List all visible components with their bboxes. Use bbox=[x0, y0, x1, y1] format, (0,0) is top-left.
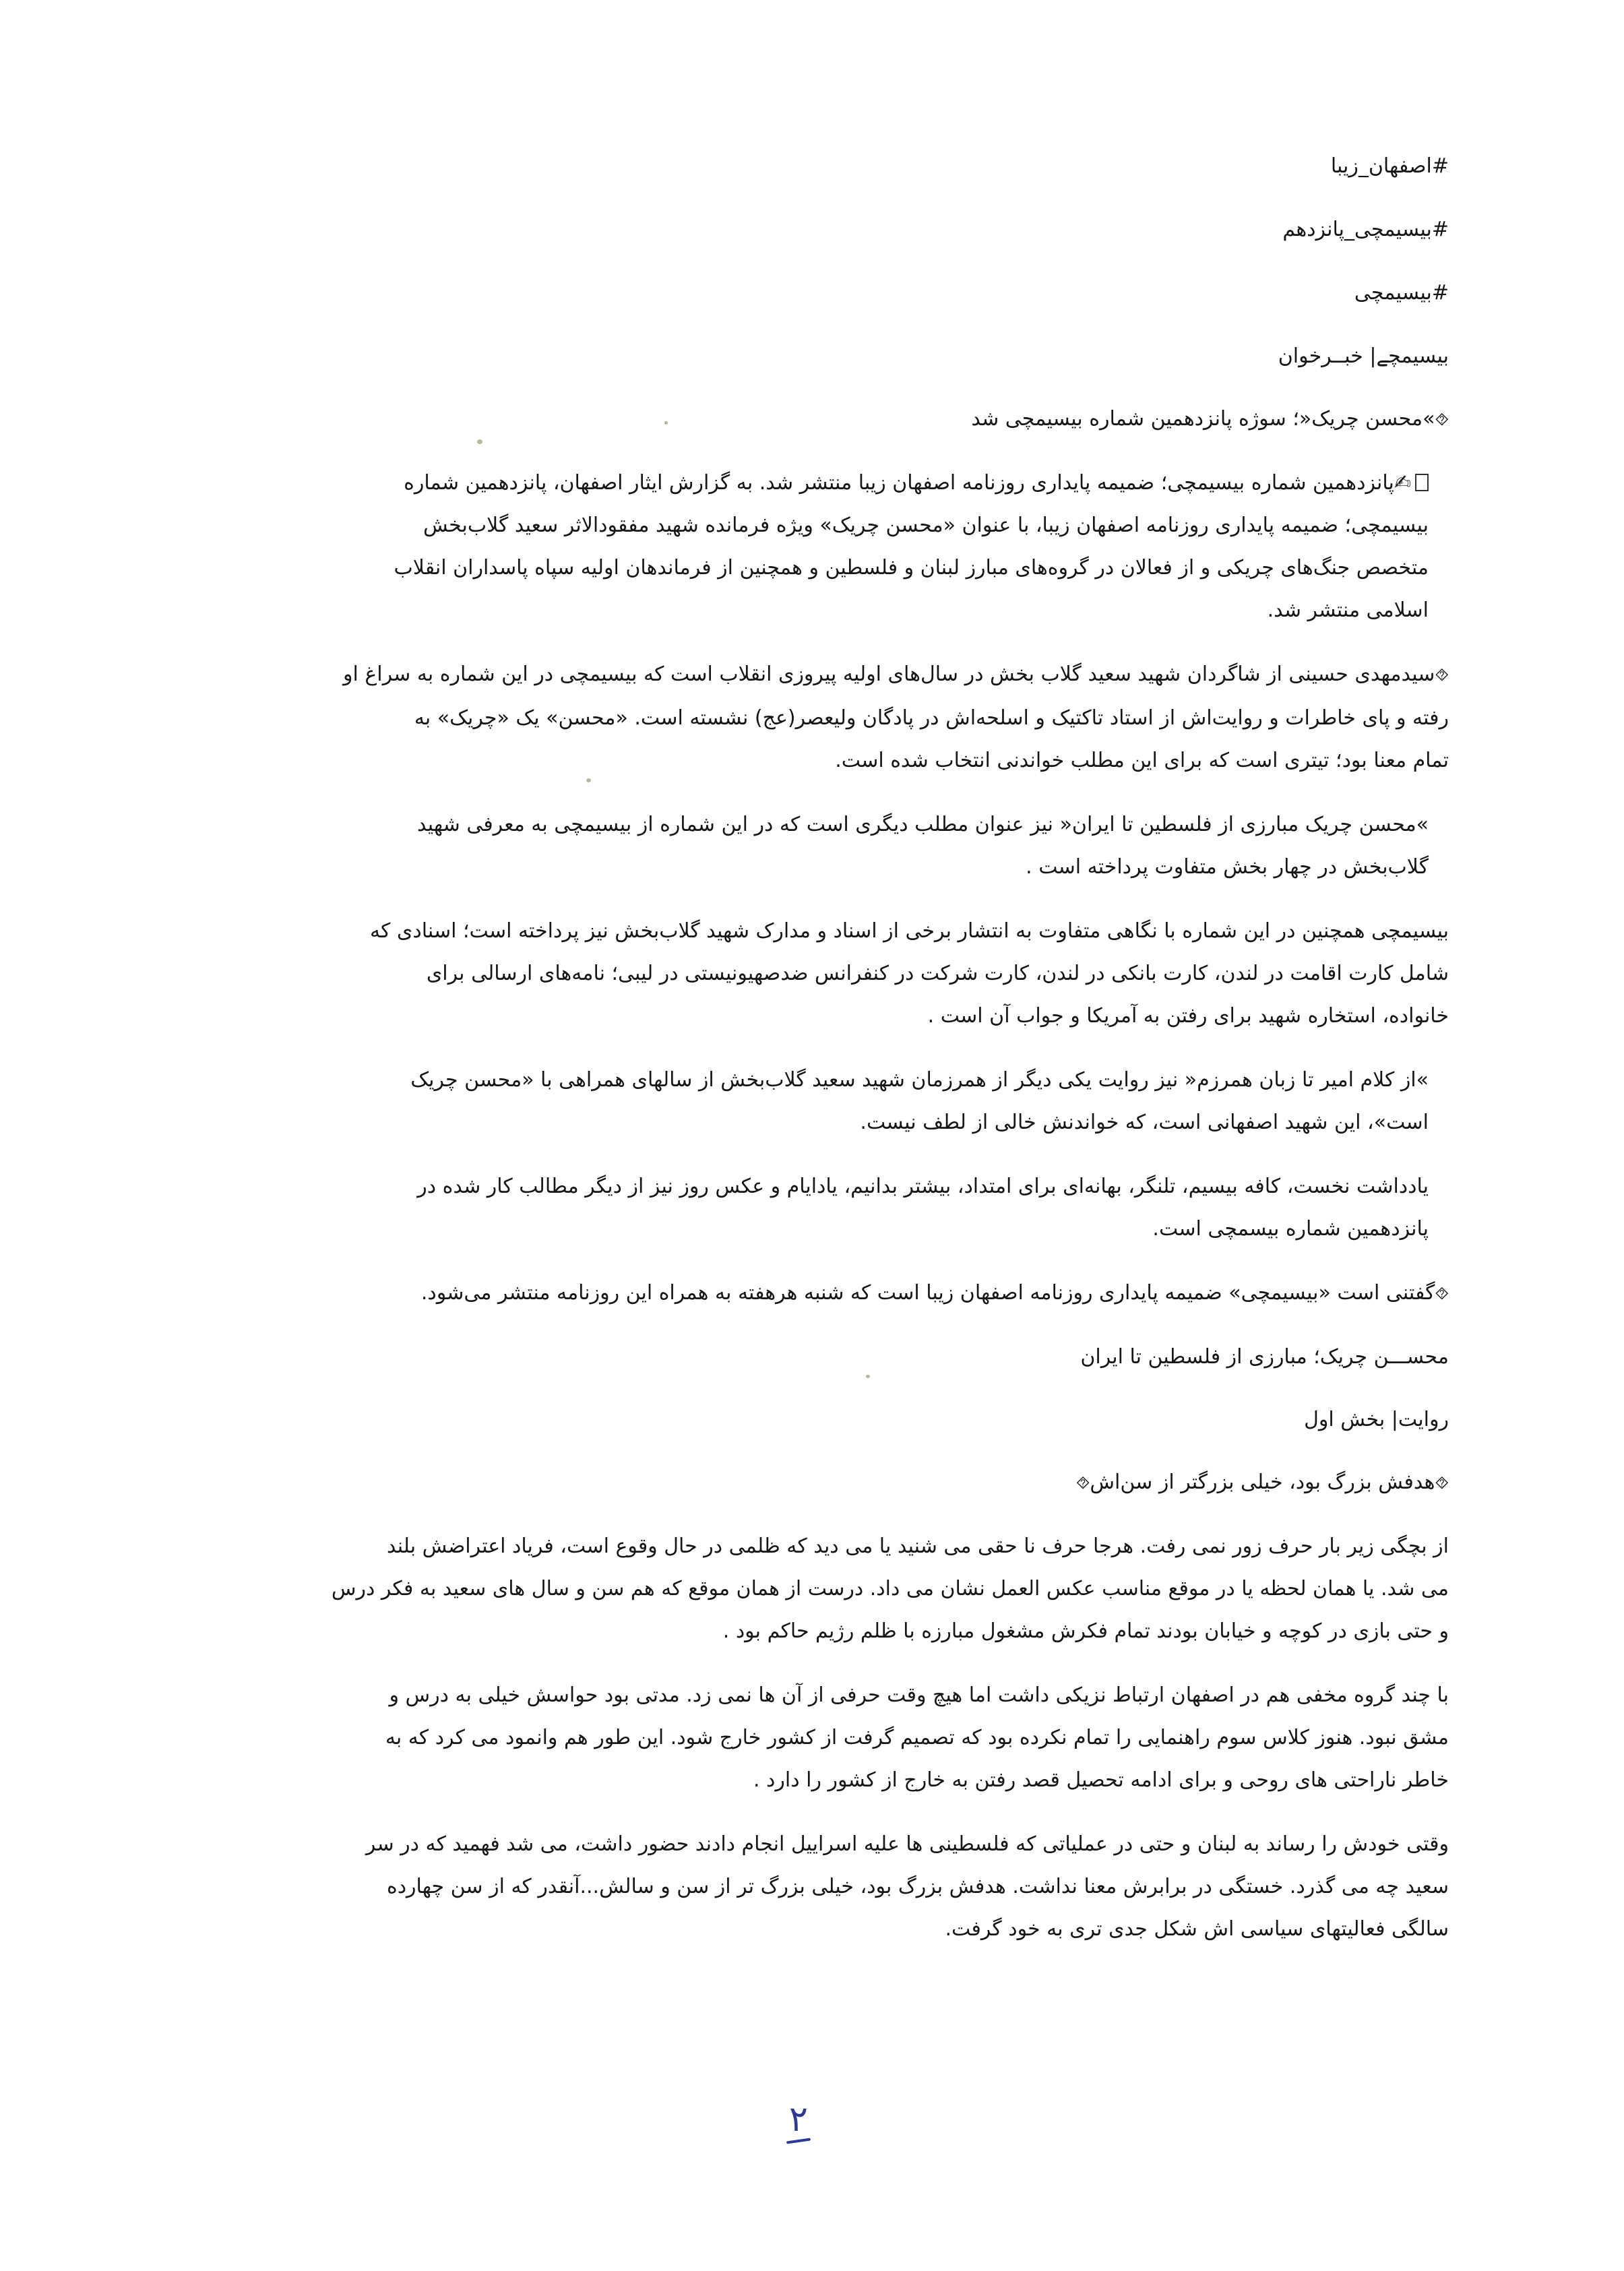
unknown-glyph-icon: ⯑ bbox=[1435, 665, 1449, 685]
part-label: روایت| بخش اول bbox=[1304, 1408, 1449, 1431]
source-line: بیسیمچے| خبــرخوان bbox=[1278, 344, 1449, 368]
text-line: »از کلام امیر تا زبان همرزم« نیز روایت یکی دیگر از همرزمان شهید سعید گلاب‌بخش از سالهای همراهی با «محسن چریک bbox=[410, 1068, 1429, 1092]
text-line: خاطر ناراحتی های روحی و برای ادامه تحصیل قصد رفتن به خارج از کشور را دارد . bbox=[753, 1768, 1449, 1792]
text-line: یادداشت نخست، کافه بیسیم، تلنگر، بهانه‌ای برای امتداد، بیشتر بدانیم، یادایام و عکس روز نیز از دیگر مطالب کار شده در bbox=[417, 1175, 1429, 1198]
headline-text: »محسن چریک«؛ سوژه پانزدهمین شماره بیسیمچی شد bbox=[971, 407, 1435, 431]
text-line: و حتی بازی در کوچه و خیابان بودند تمام فکرش مشغول مبارزه با ظلم رژیم حاکم بود . bbox=[722, 1619, 1449, 1643]
text-line: از بچگی زیر بار حرف زور نمی رفت. هرجا حرف نا حقی می شنید یا می دید که ظلمی در حال وقوع است، فریاد اعتراضش بلند bbox=[386, 1534, 1449, 1558]
text-line: بیسیمچی همچنین در این شماره با نگاهی متفاوت به انتشار برخی از اسناد و مدارک شهید گلاب‌بخش نیز پرداخته است؛ اسنادی که bbox=[370, 919, 1449, 943]
palestine-paragraph bbox=[94, 803, 1449, 888]
documents-paragraph bbox=[94, 910, 1449, 1037]
hashtag: #بیسیمچی bbox=[1354, 281, 1449, 305]
text-line: خانواده، استخاره شهید برای رفتن به آمریکا و جواب آن است . bbox=[927, 1004, 1449, 1028]
text-line: ⯑سیدمهدی حسینی از شاگردان شهید سعید گلاب بخش در سال‌های اولیه پیروزی انقلاب است که بیسیمچی در این شماره به سراغ او bbox=[343, 662, 1449, 686]
weekly-note: ⯑گفتنی است «بیسیمچی» ضمیمه پایداری روزنامه اصفهان زیبا است که شنبه هرهفته به همراه این روزنامه منتشر می‌شود. bbox=[420, 1281, 1449, 1305]
unknown-glyph-icon: ⯑ bbox=[1435, 410, 1449, 430]
text-line: می شد. یا همان لحظه یا در موقع مناسب عکس العمل نشان می داد. درست از همان موقع که هم سن و سال های سعید به فکر درس bbox=[331, 1577, 1449, 1600]
text-line: رفته و پای خاطرات و روایت‌اش از استاد تاکتیک و اسلحه‌اش در پادگان ولیعصر(عج) نشسته است. «محسن» یک «چریک» به bbox=[414, 706, 1449, 730]
page-number-text: ۲ bbox=[789, 2099, 808, 2140]
text-line: سالگی فعالیتهای سیاسی اش شکل جدی تری به خود گرفت. bbox=[945, 1917, 1449, 1941]
document-body bbox=[94, 145, 1449, 1972]
text-line: با چند گروه مخفی هم در اصفهان ارتباط نزیکی داشت اما هیچ وقت حرفی از آن ها نمی زد. مدتی بود حواسش خیلی به درس و bbox=[389, 1683, 1449, 1707]
text-line: متخصص جنگ‌های چریکی و از فعالان در گروه‌های مبارز لبنان و فلسطین و همچنین از فرماندهان اولیه سپاه پاسداران انقلاب bbox=[394, 556, 1429, 580]
lebanon-paragraph bbox=[94, 1823, 1449, 1950]
group-paragraph bbox=[94, 1674, 1449, 1801]
text-line: »محسن چریک مبارزی از فلسطین تا ایران« نیز عنوان مطلب دیگری است که در این شماره از بیسیمچی به معرفی شهید bbox=[417, 813, 1429, 836]
text-line: پانزدهمین شماره بیسمچی است. bbox=[1152, 1217, 1429, 1241]
text-line: گلاب‌بخش در چهار بخش متفاوت پرداخته است . bbox=[1026, 855, 1429, 879]
intro-paragraph bbox=[94, 462, 1449, 631]
text-line: بیسیمچی؛ ضمیمه پایداری روزنامه اصفهان زیبا، با عنوان «محسن چریک» ویژه فرمانده شهید مفقودالاثر سعید گلاب‌بخش bbox=[423, 514, 1429, 537]
text-line: مشق نبود. هنوز کلاس سوم راهنمایی را تمام نکرده بود که تصمیم گرفت از کشور خارج شود. این طور هم وانمود می کرد که به bbox=[385, 1726, 1449, 1749]
sections-paragraph bbox=[94, 1165, 1449, 1250]
unknown-glyph-icon: ⯑ bbox=[1075, 1473, 1090, 1493]
headline bbox=[94, 398, 1449, 441]
text-line: ✍پانزدهمین شماره بیسیمچی؛ ضمیمه پایداری روزنامه اصفهان زیبا منتشر شد. به گزارش ایثار اصفهان، پانزدهمین شماره bbox=[94, 462, 1429, 504]
hashtag: #بیسیمچی_پانزدهم bbox=[1282, 218, 1449, 241]
childhood-paragraph bbox=[94, 1525, 1449, 1652]
section-subtitle: محســـن چریک؛ مبارزی از فلسطین تا ایران bbox=[1080, 1345, 1449, 1369]
unknown-glyph-icon: ⯑ bbox=[1435, 1284, 1449, 1304]
hashtag: #اصفهان_زیبا bbox=[1330, 154, 1449, 178]
text-line: اسلامی منتشر شد. bbox=[1267, 598, 1429, 622]
text-line: تمام معنا بود؛ تیتری است که برای این مطلب خواندنی انتخاب شده است. bbox=[835, 749, 1449, 772]
unknown-glyph-icon: ⯑ bbox=[1435, 1473, 1449, 1493]
text-line: است»، این شهید اصفهانی است، که خواندنش خالی از لطف نیست. bbox=[860, 1111, 1429, 1134]
hosseini-paragraph bbox=[94, 653, 1449, 782]
text-line: شامل کارت اقامت در لندن، کارت بانکی در لندن، کارت شرکت در کنفرانس ضدصهیونیستی در لیبی؛ نامه‌های ارسالی برای bbox=[426, 962, 1449, 985]
page-number bbox=[775, 2099, 822, 2142]
text-line: وقتی خودش را رساند به لبنان و حتی در عملیاتی که فلسطینی ها علیه اسراییل انجام دادند حضور داشت، می شد فهمید که در سر bbox=[365, 1832, 1449, 1856]
checkbox-glyph-icon bbox=[1415, 474, 1429, 491]
comrade-paragraph bbox=[94, 1059, 1449, 1144]
text-line: سعید چه می گذرد. خستگی در برابرش معنا نداشت. هدفش بزرگ بود، خیلی بزرگ تر از سن و سالش...آنقدر که از سن چهارده bbox=[386, 1875, 1449, 1898]
part-title: ⯑هدفش بزرگ بود، خیلی بزرگتر از سن‌اش⯑ bbox=[1075, 1470, 1449, 1494]
